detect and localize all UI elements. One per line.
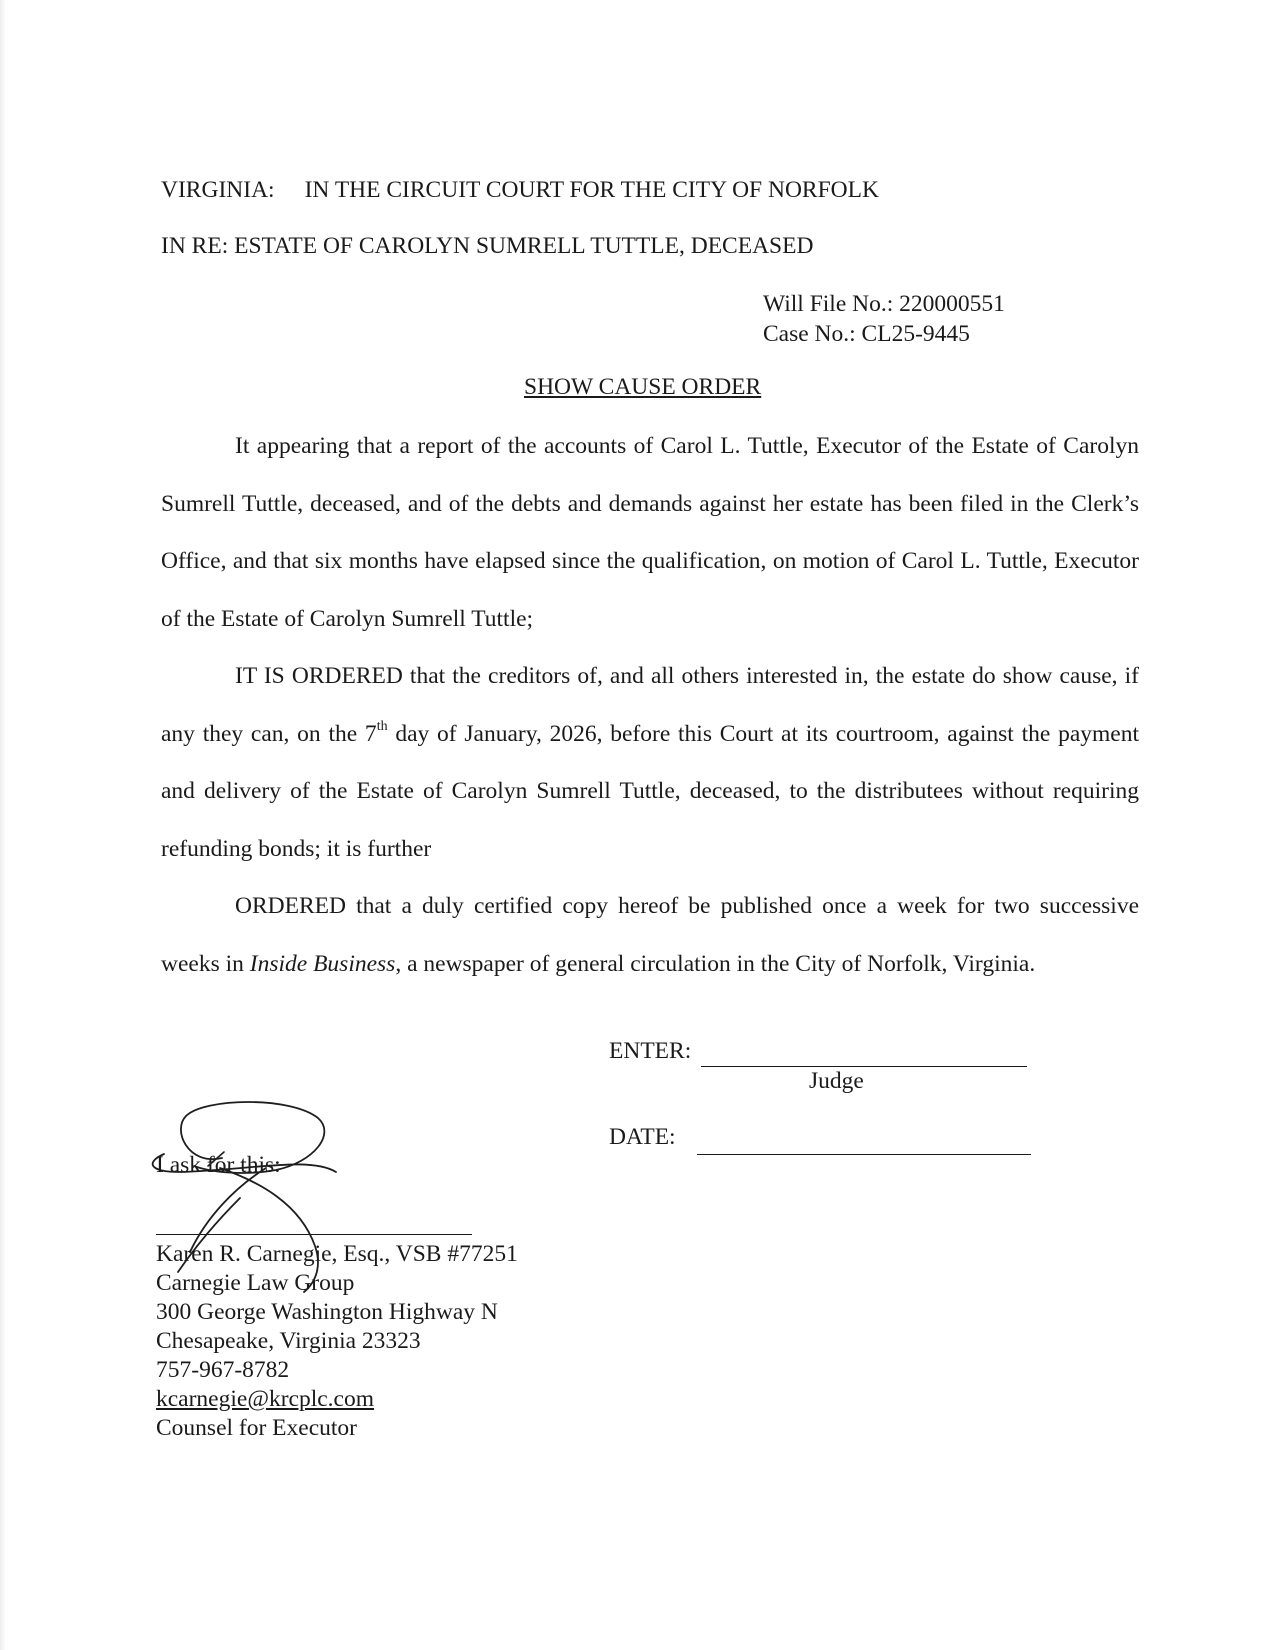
counsel-phone: 757-967-8782: [156, 1357, 290, 1383]
scan-edge-shadow: [0, 0, 6, 1650]
counsel-firm: Carnegie Law Group: [156, 1270, 355, 1296]
court-name: IN THE CIRCUIT COURT FOR THE CITY OF NORFOLK: [304, 177, 879, 203]
in-re-caption: IN RE: ESTATE OF CAROLYN SUMRELL TUTTLE, DECEASED: [161, 233, 814, 259]
counsel-role: Counsel for Executor: [156, 1415, 358, 1441]
counsel-signature-block: [156, 1240, 518, 1443]
paragraph-appearing-text: It appearing that a report of the accounts of Carol L. Tuttle, Executor of the Estate of Carolyn Sumrell Tuttle, deceased, and of the debts and demands against her estate has been filed in the Clerk’s Office, and that six months have elapsed since the qualification, on motion of Carol L. Tuttle, Executor of the Estate of Carolyn Sumrell Tuttle;: [161, 433, 1139, 632]
ordinal-suffix: th: [376, 718, 388, 734]
paragraph-ordered: [161, 648, 1139, 878]
judge-signature-line: [701, 1066, 1027, 1067]
date-label: DATE:: [609, 1124, 676, 1150]
document-title: SHOW CAUSE ORDER: [524, 374, 762, 400]
newspaper-name: Inside Business: [249, 950, 396, 977]
counsel-address-line-2: Chesapeake, Virginia 23323: [156, 1328, 421, 1354]
paragraph-publish-text-2: , a newspaper of general circulation in the City of Norfolk, Virginia.: [395, 950, 1036, 977]
jurisdiction-label: VIRGINIA:: [161, 177, 275, 203]
case-number: Case No.: CL25-9445: [763, 321, 970, 347]
date-line: [697, 1154, 1031, 1155]
ask-for-this-label: I ask for this:: [156, 1152, 281, 1178]
paragraph-publish-text-1: ORDERED that a duly certified copy hereof be published once a week for two successive weeks in: [161, 893, 1139, 977]
counsel-address-line-1: 300 George Washington Highway N: [156, 1299, 498, 1325]
counsel-name: Karen R. Carnegie, Esq., VSB #77251: [156, 1241, 518, 1267]
enter-label: ENTER:: [609, 1038, 692, 1064]
court-caption: [161, 176, 879, 204]
case-info: [763, 289, 1005, 349]
paragraph-appearing: [161, 418, 1139, 648]
paragraph-publish: [161, 878, 1139, 993]
paragraph-ordered-text-1: IT IS ORDERED that the creditors of, and all others interested in, the estate do show cause, if any they can, on the 7: [161, 663, 1139, 747]
judge-label: Judge: [809, 1068, 864, 1094]
paragraph-ordered-text-2: day of January, 2026, before this Court at its courtroom, against the payment and delivery of the Estate of Carolyn Sumrell Tuttle, deceased, to the distributees without requiring refunding bonds; it is further: [161, 720, 1139, 862]
counsel-email-link[interactable]: kcarnegie@krcplc.com: [156, 1386, 375, 1412]
will-file-number: Will File No.: 220000551: [763, 291, 1005, 317]
